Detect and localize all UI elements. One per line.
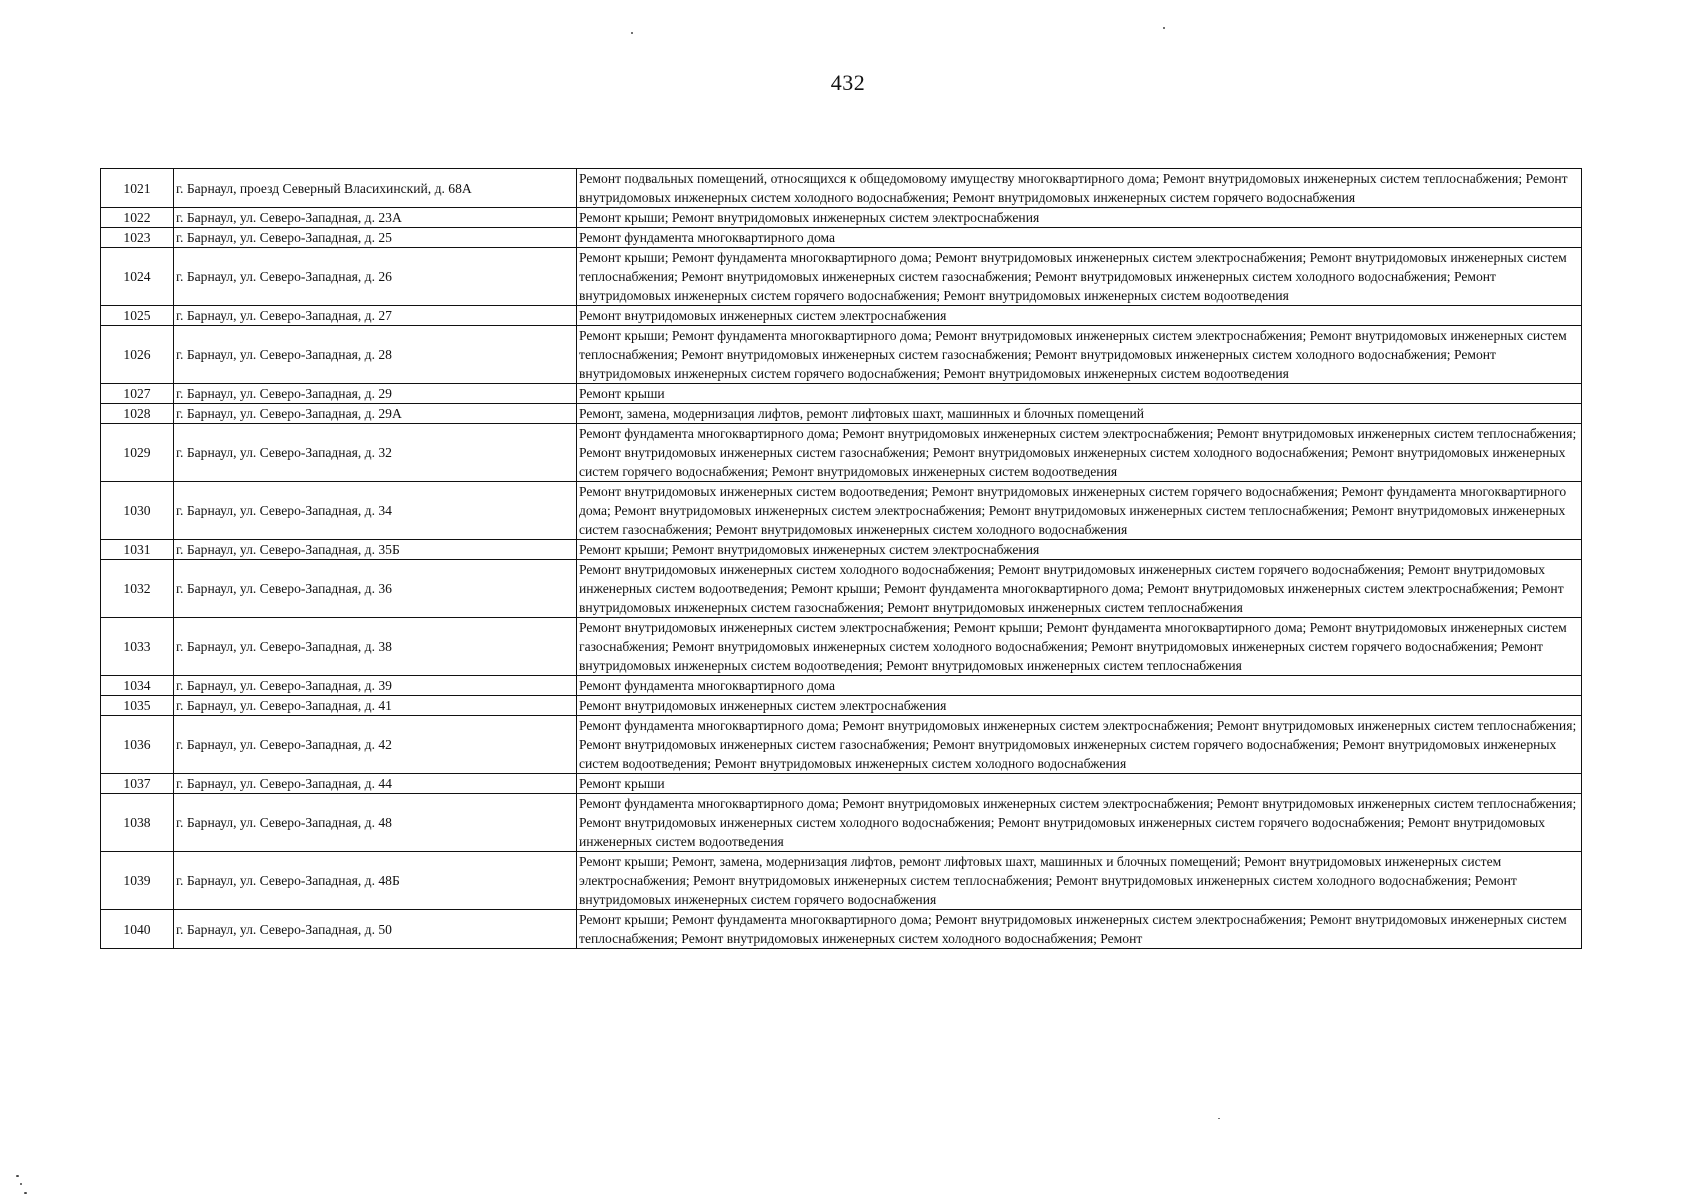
row-number: 1027 xyxy=(101,384,174,404)
table-row xyxy=(101,540,1582,560)
row-address: г. Барнаул, ул. Северо-Западная, д. 41 xyxy=(174,696,577,716)
row-number: 1033 xyxy=(101,618,174,676)
table-row xyxy=(101,560,1582,618)
row-address: г. Барнаул, ул. Северо-Западная, д. 28 xyxy=(174,326,577,384)
row-address: г. Барнаул, ул. Северо-Западная, д. 34 xyxy=(174,482,577,540)
row-address: г. Барнаул, ул. Северо-Западная, д. 23А xyxy=(174,208,577,228)
row-address: г. Барнаул, ул. Северо-Западная, д. 50 xyxy=(174,910,577,949)
row-works: Ремонт внутридомовых инженерных систем электроснабжения; Ремонт крыши; Ремонт фундамента многоквартирного дома; Ремонт внутридомовых инженерных систем газоснабжения; Ремонт внутридомовых инженерных систем холодного водоснабжения; Ремонт внутридомовых инженерных систем горячего водоснабжения; Ремонт внутридомовых инженерных систем водоотведения; Ремонт внутридомовых инженерных систем теплоснабжения xyxy=(577,618,1582,676)
row-number: 1021 xyxy=(101,169,174,208)
table-row xyxy=(101,794,1582,852)
row-address: г. Барнаул, ул. Северо-Западная, д. 35Б xyxy=(174,540,577,560)
row-works: Ремонт крыши; Ремонт фундамента многоквартирного дома; Ремонт внутридомовых инженерных систем электроснабжения; Ремонт внутридомовых инженерных систем теплоснабжения; Ремонт внутридомовых инженерных систем газоснабжения; Ремонт внутридомовых инженерных систем холодного водоснабжения; Ремонт внутридомовых инженерных систем горячего водоснабжения; Ремонт внутридомовых инженерных систем водоотведения xyxy=(577,248,1582,306)
table-row xyxy=(101,618,1582,676)
row-works: Ремонт внутридомовых инженерных систем водоотведения; Ремонт внутридомовых инженерных систем горячего водоснабжения; Ремонт фундамента многоквартирного дома; Ремонт внутридомовых инженерных систем электроснабжения; Ремонт внутридомовых инженерных систем теплоснабжения; Ремонт внутридомовых инженерных систем газоснабжения; Ремонт внутридомовых инженерных систем холодного водоснабжения xyxy=(577,482,1582,540)
row-address: г. Барнаул, ул. Северо-Западная, д. 39 xyxy=(174,676,577,696)
row-works: Ремонт подвальных помещений, относящихся к общедомовому имуществу многоквартирного дома; Ремонт внутридомовых инженерных систем теплоснабжения; Ремонт внутридомовых инженерных систем холодного водоснабжения; Ремонт внутридомовых инженерных систем горячего водоснабжения xyxy=(577,169,1582,208)
table-row xyxy=(101,676,1582,696)
row-works: Ремонт внутридомовых инженерных систем холодного водоснабжения; Ремонт внутридомовых инженерных систем горячего водоснабжения; Ремонт внутридомовых инженерных систем водоотведения; Ремонт крыши; Ремонт фундамента многоквартирного дома; Ремонт внутридомовых инженерных систем электроснабжения; Ремонт внутридомовых инженерных систем газоснабжения; Ремонт внутридомовых инженерных систем теплоснабжения xyxy=(577,560,1582,618)
row-address: г. Барнаул, ул. Северо-Западная, д. 32 xyxy=(174,424,577,482)
table-row xyxy=(101,404,1582,424)
row-number: 1040 xyxy=(101,910,174,949)
row-number: 1035 xyxy=(101,696,174,716)
table-row xyxy=(101,910,1582,949)
row-works: Ремонт крыши; Ремонт внутридомовых инженерных систем электроснабжения xyxy=(577,540,1582,560)
row-address: г. Барнаул, ул. Северо-Западная, д. 26 xyxy=(174,248,577,306)
row-number: 1031 xyxy=(101,540,174,560)
row-number: 1030 xyxy=(101,482,174,540)
row-works: Ремонт внутридомовых инженерных систем электроснабжения xyxy=(577,696,1582,716)
row-number: 1026 xyxy=(101,326,174,384)
table-row xyxy=(101,482,1582,540)
page-number: 432 xyxy=(830,70,866,95)
row-works: Ремонт крыши; Ремонт, замена, модернизация лифтов, ремонт лифтовых шахт, машинных и блочных помещений; Ремонт внутридомовых инженерных систем электроснабжения; Ремонт внутридомовых инженерных систем теплоснабжения; Ремонт внутридомовых инженерных систем холодного водоснабжения; Ремонт внутридомовых инженерных систем горячего водоснабжения xyxy=(577,852,1582,910)
scan-speck xyxy=(24,1192,27,1194)
table-row xyxy=(101,326,1582,384)
row-works: Ремонт фундамента многоквартирного дома; Ремонт внутридомовых инженерных систем электроснабжения; Ремонт внутридомовых инженерных систем теплоснабжения; Ремонт внутридомовых инженерных систем газоснабжения; Ремонт внутридомовых инженерных систем холодного водоснабжения; Ремонт внутридомовых инженерных систем горячего водоснабжения; Ремонт внутридомовых инженерных систем водоотведения xyxy=(577,424,1582,482)
table-row xyxy=(101,774,1582,794)
scan-speck xyxy=(631,32,633,34)
row-works: Ремонт внутридомовых инженерных систем электроснабжения xyxy=(577,306,1582,326)
row-works: Ремонт фундамента многоквартирного дома xyxy=(577,676,1582,696)
row-works: Ремонт фундамента многоквартирного дома xyxy=(577,228,1582,248)
row-address: г. Барнаул, ул. Северо-Западная, д. 29 xyxy=(174,384,577,404)
row-number: 1024 xyxy=(101,248,174,306)
table-row xyxy=(101,208,1582,228)
row-address: г. Барнаул, ул. Северо-Западная, д. 36 xyxy=(174,560,577,618)
row-number: 1022 xyxy=(101,208,174,228)
row-address: г. Барнаул, ул. Северо-Западная, д. 44 xyxy=(174,774,577,794)
scan-speck xyxy=(16,1175,19,1177)
row-works: Ремонт крыши; Ремонт внутридомовых инженерных систем электроснабжения xyxy=(577,208,1582,228)
table-row xyxy=(101,228,1582,248)
scan-speck xyxy=(1218,1118,1220,1119)
scan-speck xyxy=(1163,27,1165,29)
table-row xyxy=(101,384,1582,404)
row-address: г. Барнаул, ул. Северо-Западная, д. 29А xyxy=(174,404,577,424)
row-works: Ремонт крыши xyxy=(577,774,1582,794)
table-row xyxy=(101,696,1582,716)
row-number: 1023 xyxy=(101,228,174,248)
register-body xyxy=(101,169,1582,949)
row-works: Ремонт, замена, модернизация лифтов, ремонт лифтовых шахт, машинных и блочных помещений xyxy=(577,404,1582,424)
row-number: 1025 xyxy=(101,306,174,326)
row-number: 1039 xyxy=(101,852,174,910)
row-address: г. Барнаул, ул. Северо-Западная, д. 38 xyxy=(174,618,577,676)
row-address: г. Барнаул, ул. Северо-Западная, д. 27 xyxy=(174,306,577,326)
row-address: г. Барнаул, ул. Северо-Западная, д. 42 xyxy=(174,716,577,774)
row-number: 1038 xyxy=(101,794,174,852)
row-number: 1037 xyxy=(101,774,174,794)
row-works: Ремонт крыши; Ремонт фундамента многоквартирного дома; Ремонт внутридомовых инженерных систем электроснабжения; Ремонт внутридомовых инженерных систем теплоснабжения; Ремонт внутридомовых инженерных систем газоснабжения; Ремонт внутридомовых инженерных систем холодного водоснабжения; Ремонт внутридомовых инженерных систем горячего водоснабжения; Ремонт внутридомовых инженерных систем водоотведения xyxy=(577,326,1582,384)
table-row xyxy=(101,306,1582,326)
row-number: 1034 xyxy=(101,676,174,696)
table-row xyxy=(101,248,1582,306)
row-address: г. Барнаул, ул. Северо-Западная, д. 48Б xyxy=(174,852,577,910)
row-number: 1032 xyxy=(101,560,174,618)
table-row xyxy=(101,852,1582,910)
row-address: г. Барнаул, проезд Северный Власихинский, д. 68А xyxy=(174,169,577,208)
scan-speck xyxy=(20,1183,22,1185)
table-row xyxy=(101,716,1582,774)
row-address: г. Барнаул, ул. Северо-Западная, д. 25 xyxy=(174,228,577,248)
row-address: г. Барнаул, ул. Северо-Западная, д. 48 xyxy=(174,794,577,852)
row-number: 1029 xyxy=(101,424,174,482)
row-number: 1036 xyxy=(101,716,174,774)
row-number: 1028 xyxy=(101,404,174,424)
row-works: Ремонт крыши; Ремонт фундамента многоквартирного дома; Ремонт внутридомовых инженерных систем электроснабжения; Ремонт внутридомовых инженерных систем теплоснабжения; Ремонт внутридомовых инженерных систем холодного водоснабжения; Ремонт xyxy=(577,910,1582,949)
row-works: Ремонт крыши xyxy=(577,384,1582,404)
row-works: Ремонт фундамента многоквартирного дома; Ремонт внутридомовых инженерных систем электроснабжения; Ремонт внутридомовых инженерных систем теплоснабжения; Ремонт внутридомовых инженерных систем газоснабжения; Ремонт внутридомовых инженерных систем горячего водоснабжения; Ремонт внутридомовых инженерных систем водоотведения; Ремонт внутридомовых инженерных систем холодного водоснабжения xyxy=(577,716,1582,774)
repair-register-table xyxy=(100,168,1582,949)
table-row xyxy=(101,169,1582,208)
table-row xyxy=(101,424,1582,482)
row-works: Ремонт фундамента многоквартирного дома; Ремонт внутридомовых инженерных систем электроснабжения; Ремонт внутридомовых инженерных систем теплоснабжения; Ремонт внутридомовых инженерных систем холодного водоснабжения; Ремонт внутридомовых инженерных систем горячего водоснабжения; Ремонт внутридомовых инженерных систем водоотведения xyxy=(577,794,1582,852)
